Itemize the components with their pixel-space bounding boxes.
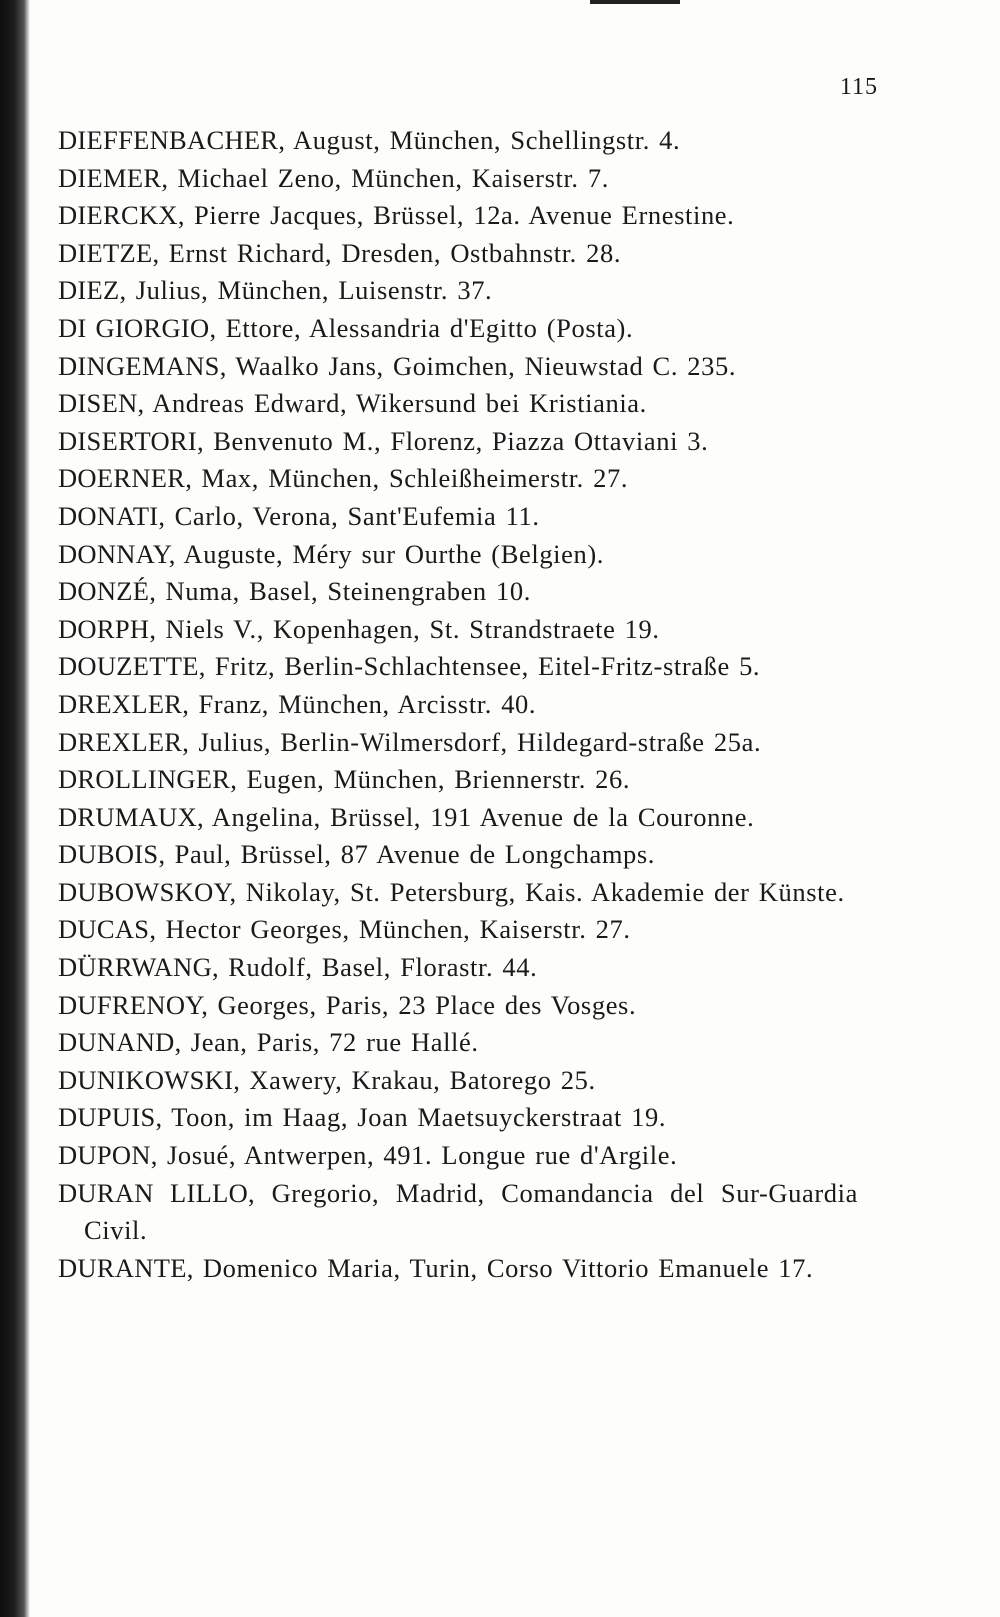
entry-surname: DISERTORI, (58, 425, 204, 456)
entry-details: Gregorio, Madrid, Comandancia del Sur-Guardia Civil. (84, 1177, 858, 1246)
directory-entry (58, 799, 858, 837)
entry-details: Numa, Basel, Steinengraben 10. (165, 576, 531, 607)
entry-surname: DOUZETTE, (58, 651, 206, 682)
entry-details: Andreas Edward, Wikersund bei Kristiania. (152, 388, 647, 419)
entry-surname: DUPUIS, (58, 1102, 163, 1133)
entry-surname: DUFRENOY, (58, 989, 209, 1020)
entry-surname: DUNIKOWSKI, (58, 1064, 241, 1095)
entry-details: Max, München, Schleißheimerstr. 27. (201, 463, 629, 494)
entry-surname: DUNAND, (58, 1027, 182, 1058)
entry-details: Michael Zeno, München, Kaiserstr. 7. (177, 162, 609, 193)
page-number: 115 (839, 74, 878, 100)
entry-surname: DROLLINGER, (58, 764, 238, 795)
entry-details: Benvenuto M., Florenz, Piazza Ottaviani 3. (213, 425, 709, 456)
directory-entry (58, 460, 858, 498)
directory-entry (58, 724, 858, 762)
directory-entry (58, 987, 858, 1025)
directory-entry (58, 423, 858, 461)
entry-details: August, München, Schellingstr. 4. (293, 125, 681, 155)
directory-entry (58, 573, 858, 611)
entry-details: Domenico Maria, Turin, Corso Vittorio Emanuele 17. (202, 1252, 814, 1283)
entry-details: Niels V., Kopenhagen, St. Strandstraete 19. (165, 613, 660, 644)
directory-entry (58, 836, 858, 874)
directory-entry (58, 686, 858, 724)
entry-surname: DREXLER, (58, 688, 190, 719)
entry-surname: DISEN, (58, 388, 145, 419)
top-edge-mark (590, 0, 680, 4)
entry-details: Carlo, Verona, Sant'Eufemia 11. (174, 500, 540, 531)
directory-entry (58, 536, 858, 574)
entry-surname: DIEFFENBACHER, (58, 125, 286, 155)
entry-surname: DI GIORGIO, (58, 312, 217, 343)
entry-surname: DURAN LILLO, (58, 1177, 255, 1208)
directory-entry (58, 272, 858, 310)
directory-entry (58, 949, 858, 987)
entry-surname: DÜRRWANG, (58, 952, 219, 983)
directory-entry (58, 160, 858, 198)
entry-surname: DORPH, (58, 613, 157, 644)
entry-surname: DURANTE, (58, 1252, 194, 1283)
entry-details: Josué, Antwerpen, 491. Longue rue d'Argile. (166, 1140, 678, 1171)
entry-details: Nikolay, St. Petersburg, Kais. Akademie der Künste. (245, 876, 845, 907)
entry-details: Franz, München, Arcisstr. 40. (198, 688, 537, 719)
directory-entry (58, 648, 858, 686)
entry-surname: DIETZE, (58, 237, 160, 268)
entry-details: Hector Georges, München, Kaiserstr. 27. (165, 914, 631, 945)
directory-list (58, 122, 858, 1287)
entry-details: Toon, im Haag, Joan Maetsuyckerstraat 19. (171, 1102, 667, 1133)
entry-details: Ernst Richard, Dresden, Ostbahnstr. 28. (168, 237, 622, 268)
entry-details: Ettore, Alessandria d'Egitto (Posta). (225, 312, 634, 343)
entry-surname: DONNAY, (58, 538, 176, 569)
directory-entry (58, 1175, 858, 1250)
directory-entry (58, 761, 858, 799)
entry-details: Rudolf, Basel, Florastr. 44. (228, 952, 538, 983)
directory-entry (58, 310, 858, 348)
directory-entry (58, 911, 858, 949)
entry-surname: DUBOWSKOY, (58, 876, 237, 907)
entry-surname: DREXLER, (58, 726, 190, 757)
directory-entry (58, 1137, 858, 1175)
directory-entry (58, 1099, 858, 1137)
directory-entry (58, 235, 858, 273)
entry-details: Paul, Brüssel, 87 Avenue de Longchamps. (174, 839, 656, 870)
entry-details: Waalko Jans, Goimchen, Nieuwstad C. 235. (235, 350, 737, 381)
entry-details: Julius, München, Luisenstr. 37. (135, 275, 493, 306)
directory-entry (58, 348, 858, 386)
entry-details: Angelina, Brüssel, 191 Avenue de la Couronne. (211, 801, 755, 832)
entry-surname: DONZÉ, (58, 576, 157, 607)
entry-details: Xawery, Krakau, Batorego 25. (249, 1064, 596, 1095)
entry-details: Eugen, München, Briennerstr. 26. (246, 764, 631, 795)
entry-details: Georges, Paris, 23 Place des Vosges. (217, 989, 637, 1020)
entry-surname: DIEZ, (58, 275, 127, 306)
entry-surname: DIERCKX, (58, 200, 185, 231)
directory-entry (58, 498, 858, 536)
entry-surname: DUPON, (58, 1140, 158, 1171)
entry-details: Julius, Berlin-Wilmersdorf, Hildegard-straße 25a. (198, 726, 762, 757)
directory-entry (58, 611, 858, 649)
directory-entry (58, 385, 858, 423)
directory-entry (58, 1062, 858, 1100)
entry-surname: DRUMAUX, (58, 801, 204, 832)
entry-details: Fritz, Berlin-Schlachtensee, Eitel-Fritz-straße 5. (214, 651, 761, 682)
entry-surname: DINGEMANS, (58, 350, 227, 381)
entry-surname: DUCAS, (58, 914, 157, 945)
directory-entry (58, 874, 858, 912)
entry-details: Auguste, Méry sur Ourthe (Belgien). (183, 538, 604, 569)
directory-entry (58, 1024, 858, 1062)
entry-details: Pierre Jacques, Brüssel, 12a. Avenue Ernestine. (194, 200, 735, 231)
binding-edge (0, 0, 30, 1617)
directory-entry (58, 122, 858, 160)
entry-details: Jean, Paris, 72 rue Hallé. (190, 1027, 479, 1058)
directory-entry (58, 197, 858, 235)
entry-surname: DIEMER, (58, 162, 169, 193)
entry-surname: DOERNER, (58, 463, 193, 494)
entry-surname: DONATI, (58, 500, 166, 531)
directory-entry (58, 1250, 858, 1288)
entry-surname: DUBOIS, (58, 839, 166, 870)
